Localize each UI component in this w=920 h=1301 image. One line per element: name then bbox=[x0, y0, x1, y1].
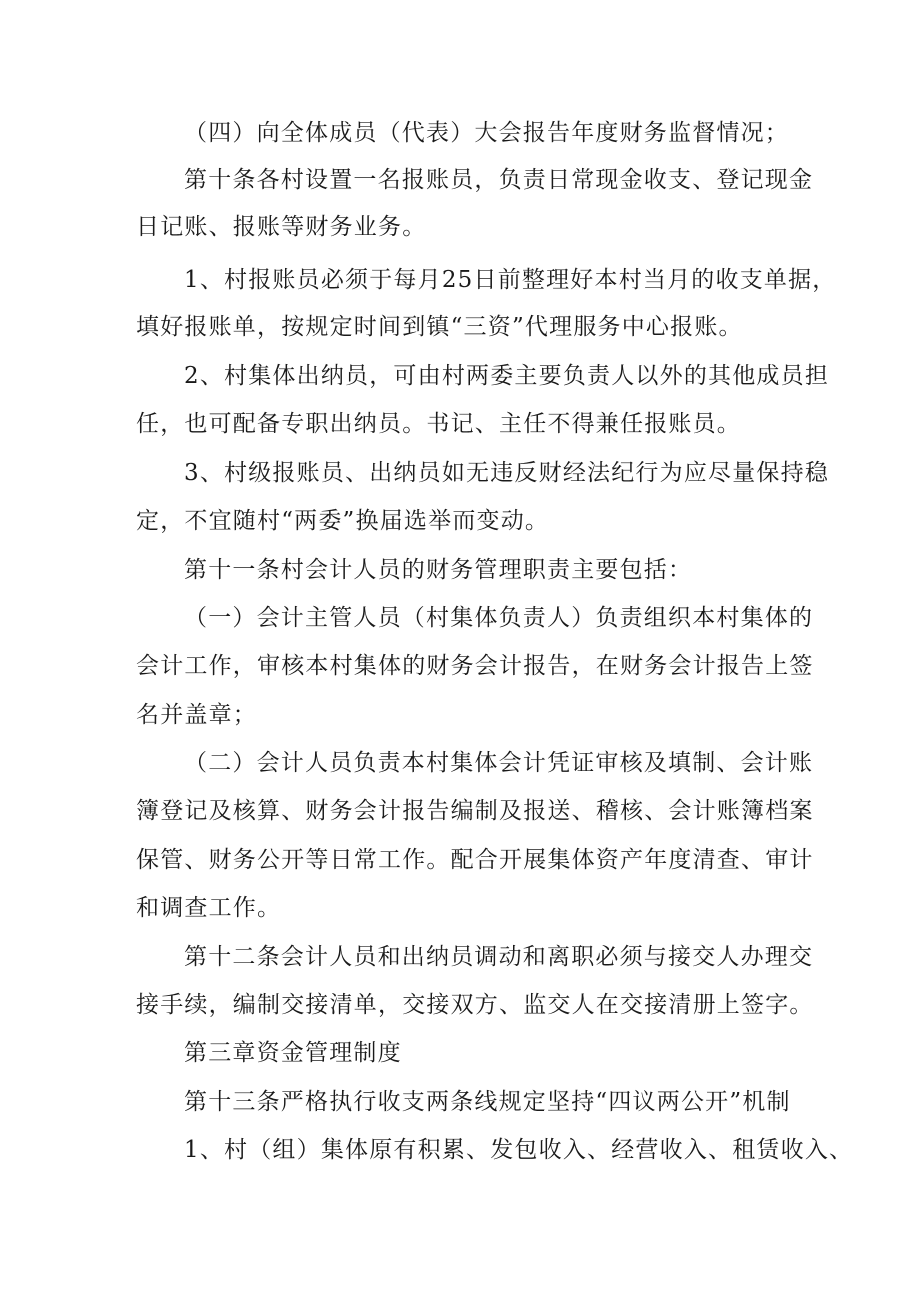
text-line: 簿登记及核算、财务会计报告编制及报送、稽核、会计账簿档案 bbox=[136, 798, 814, 824]
text-line: 1、村（组）集体原有积累、发包收入、经营收入、租赁收入、 bbox=[184, 1137, 854, 1163]
text-line: 会计工作，审核本村集体的财务会计报告，在财务会计报告上签 bbox=[136, 653, 814, 679]
text-line: 保管、财务公开等日常工作。配合开展集体资产年度清查、审计 bbox=[136, 847, 814, 873]
text-line: 3、村级报账员、出纳员如无违反财经法纪行为应尽量保持稳 bbox=[184, 460, 830, 486]
text-line: 1、村报账员必须于每月25日前整理好本村当月的收支单据， bbox=[184, 267, 837, 293]
text-line: 第十三条严格执行收支两条线规定坚持“四议两公开”机制 bbox=[184, 1089, 791, 1115]
text-line: （二）会计人员负责本村集体会计凭证审核及填制、会计账 bbox=[184, 750, 814, 776]
text-line: 日记账、报账等财务业务。 bbox=[136, 214, 427, 240]
text-line: 2、村集体出纳员，可由村两委主要负责人以外的其他成员担 bbox=[184, 363, 830, 389]
text-line: 第十一条村会计人员的财务管理职责主要包括： bbox=[184, 557, 693, 583]
text-line: 定，不宜随村“两委”换届选举而变动。 bbox=[136, 508, 550, 534]
text-line: 填好报账单，按规定时间到镇“三资”代理服务中心报账。 bbox=[136, 314, 743, 340]
text-line: （四）向全体成员（代表）大会报告年度财务监督情况； bbox=[184, 120, 789, 146]
text-line: 接手续，编制交接清单，交接双方、监交人在交接清册上签字。 bbox=[136, 992, 814, 1018]
text-line: 第十二条会计人员和出纳员调动和离职必须与接交人办理交 bbox=[184, 944, 814, 970]
text-line: 第十条各村设置一名报账员，负责日常现金收支、登记现金 bbox=[184, 167, 814, 193]
text-line: 任，也可配备专职出纳员。书记、主任不得兼任报账员。 bbox=[136, 411, 741, 437]
text-line: 和调查工作。 bbox=[136, 895, 282, 921]
text-line: （一）会计主管人员（村集体负责人）负责组织本村集体的 bbox=[184, 605, 814, 631]
section-heading: 第三章资金管理制度 bbox=[184, 1040, 402, 1066]
text-line: 名并盖章； bbox=[136, 702, 257, 728]
